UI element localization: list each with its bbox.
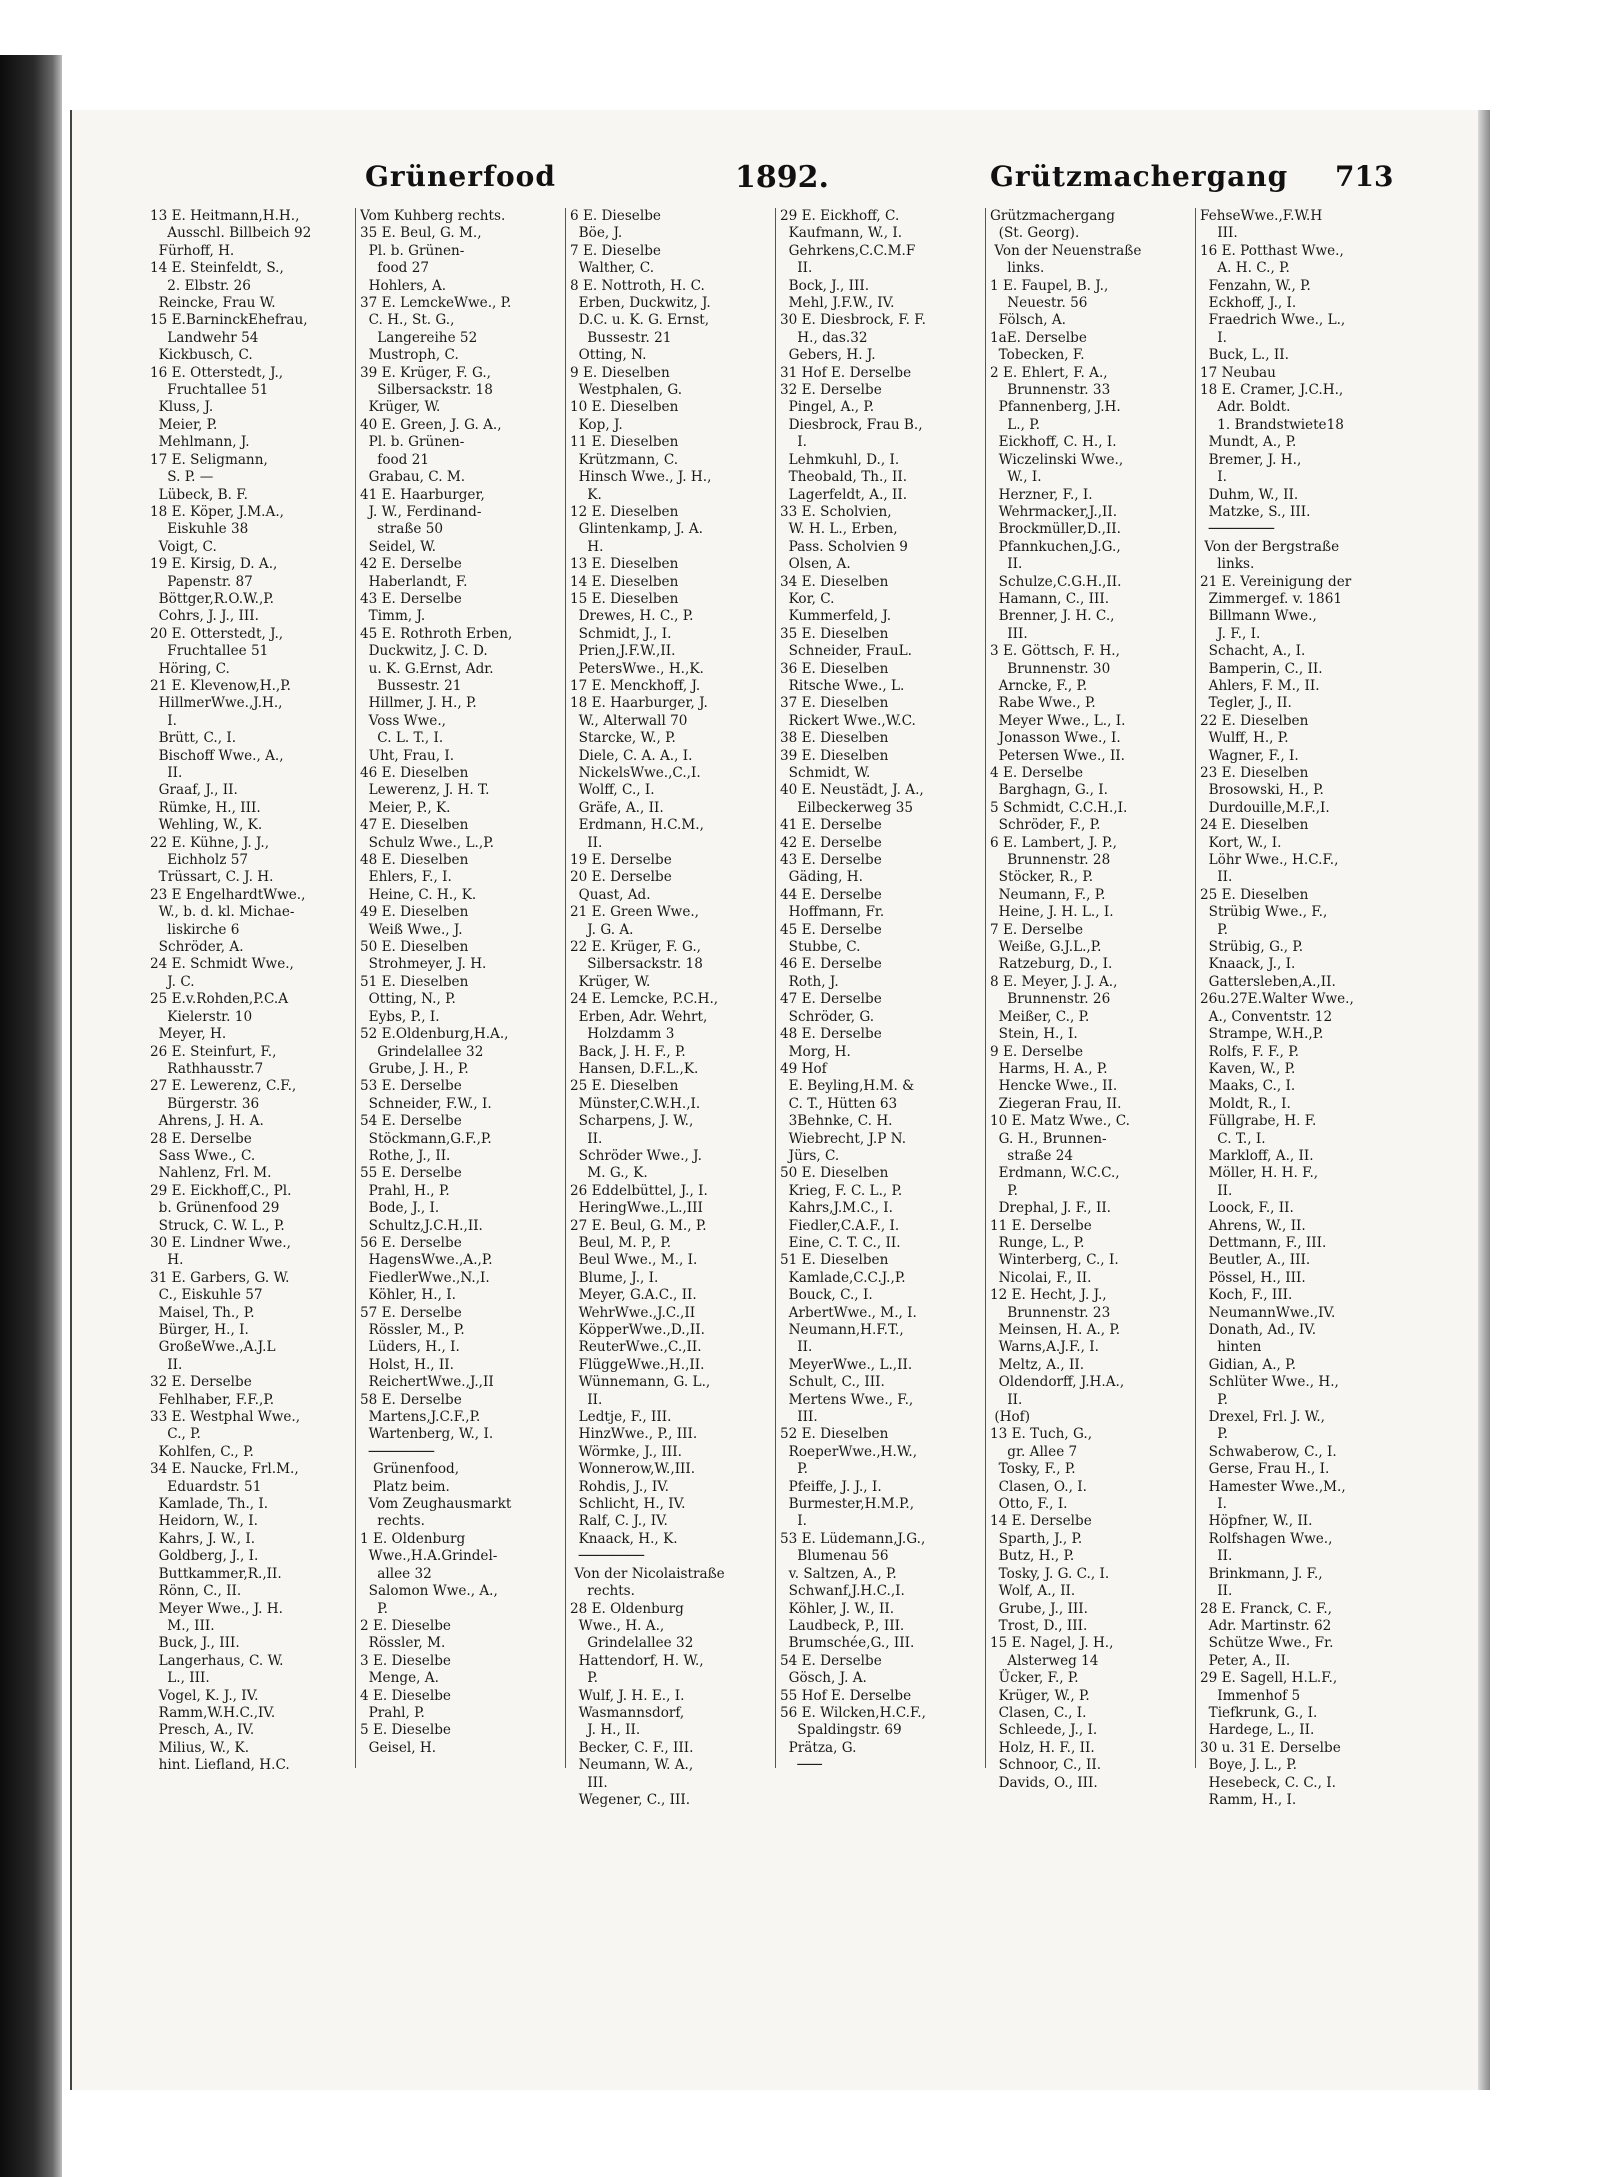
book-gutter: [0, 55, 62, 2177]
page-number: 713: [1335, 160, 1394, 193]
directory-column-3: 6 E. Dieselbe Böe, J. 7 E. Dieselbe Walther, C. 8 E. Nottroth, H. C. Erben, Duckwitz, J. D.C. u. K. G. Ernst, Bussestr. 21 Otting, N. 9 E. Dieselben Westphalen, G. 10 E. Dieselben Kop, J. 11 E. Dieselben Krützmann, C. Hinsch Wwe., J. H., K. 12 E. Dieselben Glintenkamp, J. A. H. 13 E. Dieselben 14 E. Dieselben 15 E. Dieselben Drewes, H. C., P. Schmidt, J., I. Prien,J.F.W.,II. PetersWwe., H.,K. 17 E. Menckhoff, J. 18 E. Haarburger, J. W., Alterwall 70 Starcke, W., P. Diele, C. A. A., I. NickelsWwe.,C.,I. Wolff, C., I. Gräfe, A., II. Erdmann, H.C.M., II. 19 E. Derselbe 20 E. Derselbe Quast, Ad. 21 E. Green Wwe., J. G. A. 22 E. Krüger, F. G., Silbersackstr. 18 Krüger, W. 24 E. Lemcke, P.C.H., Erben, Adr. Wehrt, Holzdamm 3 Back, J. H. F., P. Hansen, D.F.L.,K. 25 E. Dieselben Münster,C.W.H.,I. Scharpens, J. W., II. Schröder Wwe., J. M. G., K. 26 Eddelbüttel, J., I. HeringWwe.,L.,III 27 E. Beul, G. M., P. Beul, M. P., P. Beul Wwe., M., I. Blume, J., I. Meyer, G.A.C., II. WehrWwe.,J.C.,II KöpperWwe.,D.,II. ReuterWwe.,C.,II. FlüggeWwe.,H.,II. Wünnemann, G. L., II. Ledtje, F., III. HinzWwe., P., III. Wörmke, J., III. Wonnerow,W.,III. Rohdis, J., IV. Schlicht, H., IV. Ralf, C. J., IV. Knaack, H., K. ──────── Von der Nicolaistraße rechts. 28 E. Oldenburg Wwe., H. A., Grindelallee 32 Hattendorf, H. W., P. Wulf, J. H. E., I. Wasmannsdorf, J. H., II. Becker, C. F., III. Neumann, W. A., III. Wegener, C., III.: [570, 208, 725, 1808]
column-rule: [985, 208, 986, 1768]
column-rule: [1195, 208, 1196, 1768]
column-rule: [565, 208, 566, 1768]
column-rule: [355, 208, 356, 1768]
directory-column-2: Vom Kuhberg rechts. 35 E. Beul, G. M., Pl. b. Grünen- food 27 Hohlers, A. 37 E. LemckeWwe., P. C. H., St. G., Langereihe 52 Mustroph, C. 39 E. Krüger, F. G., Silbersackstr. 18 Krüger, W. 40 E. Green, J. G. A., Pl. b. Grünen- food 21 Grabau, C. M. 41 E. Haarburger, J. W., Ferdinand- straße 50 Seidel, W. 42 E. Derselbe Haberlandt, F. 43 E. Derselbe Timm, J. 45 E. Rothroth Erben, Duckwitz, J. C. D. u. K. G.Ernst, Adr. Bussestr. 21 Hillmer, J. H., P. Voss Wwe., C. L. T., I. Uht, Frau, I. 46 E. Dieselben Lewerenz, J. H. T. Meier, P., K. 47 E. Dieselben Schulz Wwe., L.,P. 48 E. Dieselben Ehlers, F., I. Heine, C. H., K. 49 E. Dieselben Weiß Wwe., J. 50 E. Dieselben Strohmeyer, J. H. 51 E. Dieselben Otting, N., P. Eybs, P., I. 52 E.Oldenburg,H.A., Grindelallee 32 Grube, J. H., P. 53 E. Derselbe Schneider, F.W., I. 54 E. Derselbe Stöckmann,G.F.,P. Rothe, J., II. 55 E. Derselbe Prahl, H., P. Bode, J., I. Schultz,J.C.H.,II. 56 E. Derselbe HagensWwe.,A.,P. FiedlerWwe.,N.,I. Köhler, H., I. 57 E. Derselbe Rössler, M., P. Lüders, H., I. Holst, H., II. ReichertWwe.,J.,II 58 E. Derselbe Martens,J.C.F.,P. Wartenberg, W., I. ──────── Grünenfood, Platz beim. Vom Zeughausmarkt rechts. 1 E. Oldenburg Wwe.,H.A.Grindel- allee 32 Salomon Wwe., A., P. 2 E. Dieselbe Rössler, M. 3 E. Dieselbe Menge, A. 4 E. Dieselbe Prahl, P. 5 E. Dieselbe Geisel, H.: [360, 208, 513, 1756]
page-edge: [1478, 110, 1490, 2090]
page-header: [150, 160, 1410, 210]
directory-column-6: FehseWwe.,F.W.H III. 16 E. Potthast Wwe., A. H. C., P. Fenzahn, W., P. Eckhoff, J., I. Fraedrich Wwe., L., I. Buck, L., II. 17 Neubau 18 E. Cramer, J.C.H., Adr. Boldt. 1. Brandstwiete18 Mundt, A., P. Bremer, J. H., I. Duhm, W., II. Matzke, S., III. ──────── Von der Bergstraße links. 21 E. Vereinigung der Zimmergef. v. 1861 Billmann Wwe., J. F., I. Schacht, A., I. Bamperin, C., II. Ahlers, F. M., II. Tegler, J., II. 22 E. Dieselben Wulff, H., P. Wagner, F., I. 23 E. Dieselben Brosowski, H., P. Durdouille,M.F.,I. 24 E. Dieselben Kort, W., I. Löhr Wwe., H.C.F., II. 25 E. Dieselben Strübig Wwe., F., P. Strübig, G., P. Knaack, J., I. Gattersleben,A.,II. 26u.27E.Walter Wwe., A., Conventstr. 12 Strampe, W.H.,P. Rolfs, F. F., P. Kaven, W., P. Maaks, C., I. Moldt, R., I. Füllgrabe, H. F. C. T., I. Markloff, A., II. Möller, H. H. F., II. Loock, F., II. Ahrens, W., II. Dettmann, F., III. Beutler, A., III. Pössel, H., III. Koch, F., III. NeumannWwe.,IV. Donath, Ad., IV. hinten Gidian, A., P. Schlüter Wwe., H., P. Drexel, Frl. J. W., P. Schwaberow, C., I. Gerse, Frau H., I. Hamester Wwe.,M., I. Höpfner, W., II. Rolfshagen Wwe., II. Brinkmann, J. F., II. 28 E. Franck, C. F., Adr. Martinstr. 62 Schütze Wwe., Fr. Peter, A., II. 29 E. Sagell, H.L.F., Immenhof 5 Tiefkrunk, G., I. Hardege, L., II. 30 u. 31 E. Derselbe Boye, J. L., P. Hesebeck, C. C., I. Ramm, H., I.: [1200, 208, 1354, 1808]
year-heading: 1892.: [735, 160, 829, 195]
street-heading-left: Grünerfood: [365, 160, 556, 193]
directory-column-4: 29 E. Eickhoff, C. Kaufmann, W., I. Gehrkens,C.C.M.F II. Bock, J., III. Mehl, J.F.W., IV. 30 E. Diesbrock, F. F. H., das.32 Gebers, H. J. 31 Hof E. Derselbe 32 E. Derselbe Pingel, A., P. Diesbrock, Frau B., I. Lehmkuhl, D., I. Theobald, Th., II. Lagerfeldt, A., II. 33 E. Scholvien, W. H. L., Erben, Pass. Scholvien 9 Olsen, A. 34 E. Dieselben Kor, C. Kummerfeld, J. 35 E. Dieselben Schneider, FrauL. 36 E. Dieselben Ritsche Wwe., L. 37 E. Dieselben Rickert Wwe.,W.C. 38 E. Dieselben 39 E. Dieselben Schmidt, W. 40 E. Neustädt, J. A., Eilbeckerweg 35 41 E. Derselbe 42 E. Derselbe 43 E. Derselbe Gäding, H. 44 E. Derselbe Hoffmann, Fr. 45 E. Derselbe Stubbe, C. 46 E. Derselbe Roth, J. 47 E. Derselbe Schröder, G. 48 E. Derselbe Morg, H. 49 Hof E. Beyling,H.M. & C. T., Hütten 63 3Behnke, C. H. Wiebrecht, J.P N. Jürs, C. 50 E. Dieselben Krieg, F. C. L., P. Kahrs,J.M.C., I. Fiedler,C.A.F., I. Eine, C. T. C., II. 51 E. Dieselben Kamlade,C.C.J.,P. Bouck, C., I. ArbertWwe., M., I. Neumann,H.F.T., II. MeyerWwe., L.,II. Schult, C., III. Mertens Wwe., F., III. 52 E. Dieselben RoeperWwe.,H.W., P. Pfeiffe, J. J., I. Burmester,H.M.P., I. 53 E. Lüdemann,J.G., Blumenau 56 v. Saltzen, A., P. Schwanf,J.H.C.,I. Köhler, J. W., II. Laudbeck, P., III. Brumschée,G., III. 54 E. Derselbe Gösch, J. A. 55 Hof E. Derselbe 56 E. Wilcken,H.C.F., Spaldingstr. 69 Prätza, G. ───: [780, 208, 926, 1774]
directory-column-1: 13 E. Heitmann,H.H., Ausschl. Billbeich 92 Fürhoff, H. 14 E. Steinfeldt, S., 2. Elbstr. 26 Reincke, Frau W. 15 E.BarninckEhefrau, Landwehr 54 Kickbusch, C. 16 E. Otterstedt, J., Fruchtallee 51 Kluss, J. Meier, P. Mehlmann, J. 17 E. Seligmann, S. P. — Lübeck, B. F. 18 E. Köper, J.M.A., Eiskuhle 38 Voigt, C. 19 E. Kirsig, D. A., Papenstr. 87 Böttger,R.O.W.,P. Cohrs, J. J., III. 20 E. Otterstedt, J., Fruchtallee 51 Höring, C. 21 E. Klevenow,H.,P. HillmerWwe.,J.H., I. Brütt, C., I. Bischoff Wwe., A., II. Graaf, J., II. Rümke, H., III. Wehling, W., K. 22 E. Kühne, J. J., Eichholz 57 Trüssart, C. J. H. 23 E EngelhardtWwe., W., b. d. kl. Michae- liskirche 6 Schröder, A. 24 E. Schmidt Wwe., J. C. 25 E.v.Rohden,P.C.A Kielerstr. 10 Meyer, H. 26 E. Steinfurt, F., Rathhausstr.7 27 E. Lewerenz, C.F., Bürgerstr. 36 Ahrens, J. H. A. 28 E. Derselbe Sass Wwe., C. Nahlenz, Frl. M. 29 E. Eickhoff,C., Pl. b. Grünenfood 29 Struck, C. W. L., P. 30 E. Lindner Wwe., H. 31 E. Garbers, G. W. C., Eiskuhle 57 Maisel, Th., P. Bürger, H., I. GroßeWwe.,A.J.L II. 32 E. Derselbe Fehlhaber, F.F.,P. 33 E. Westphal Wwe., C., P. Kohlfen, C., P. 34 E. Naucke, Frl.M., Eduardstr. 51 Kamlade, Th., I. Heidorn, W., I. Kahrs, J. W., I. Goldberg, J., I. Buttkammer,R.,II. Rönn, C., II. Meyer Wwe., J. H. M., III. Buck, J., III. Langerhaus, C. W. L., III. Vogel, K. J., IV. Ramm,W.H.C.,IV. Presch, A., IV. Milius, W., K. hint. Liefland, H.C.: [150, 208, 312, 1774]
directory-column-5: Grützmachergang (St. Georg). Von der Neuenstraße links. 1 E. Faupel, B. J., Neuestr. 56 Fölsch, A. 1aE. Derselbe Tobecken, F. 2 E. Ehlert, F. A., Brunnenstr. 33 Pfannenberg, J.H. L., P. Eickhoff, C. H., I. Wiczelinski Wwe., W., I. Herzner, F., I. Wehrmacker,J.,II. Brockmüller,D.,II. Pfannkuchen,J.G., II. Schulze,C.G.H.,II. Hamann, C., III. Brenner, J. H. C., III. 3 E. Göttsch, F. H., Brunnenstr. 30 Arncke, F., P. Rabe Wwe., P. Meyer Wwe., L., I. Jonasson Wwe., I. Petersen Wwe., II. 4 E. Derselbe Barghagn, G., I. 5 Schmidt, C.C.H.,I. Schröder, F., P. 6 E. Lambert, J. P., Brunnenstr. 28 Stöcker, R., P. Neumann, F., P. Heine, J. H. L., I. 7 E. Derselbe Weiße, G.J.L.,P. Ratzeburg, D., I. 8 E. Meyer, J. J. A., Brunnenstr. 26 Meißer, C., P. Stein, H., I. 9 E. Derselbe Harms, H. A., P. Hencke Wwe., II. Ziegeran Frau, II. 10 E. Matz Wwe., C. G. H., Brunnen- straße 24 Erdmann, W.C.C., P. Drephal, J. F., II. 11 E. Derselbe Runge, L., P. Winterberg, C., I. Nicolai, F., II. 12 E. Hecht, J. J., Brunnenstr. 23 Meinsen, H. A., P. Warns,A.J.F., I. Meltz, A., II. Oldendorff, J.H.A., II. (Hof) 13 E. Tuch, G., gr. Allee 7 Tosky, F., P. Clasen, O., I. Otto, F., I. 14 E. Derselbe Sparth, J., P. Butz, H., P. Tosky, J. G. C., I. Wolf, A., II. Grube, J., III. Trost, D., III. 15 E. Nagel, J. H., Alsterweg 14 Ücker, F., P. Krüger, W., P. Clasen, C., I. Schleede, J., I. Holz, H. F., II. Schnoor, C., II. Davids, O., III.: [990, 208, 1142, 1791]
column-rule: [775, 208, 776, 1768]
street-heading-right: Grützmachergang: [990, 160, 1289, 193]
directory-columns: [150, 208, 1410, 2068]
